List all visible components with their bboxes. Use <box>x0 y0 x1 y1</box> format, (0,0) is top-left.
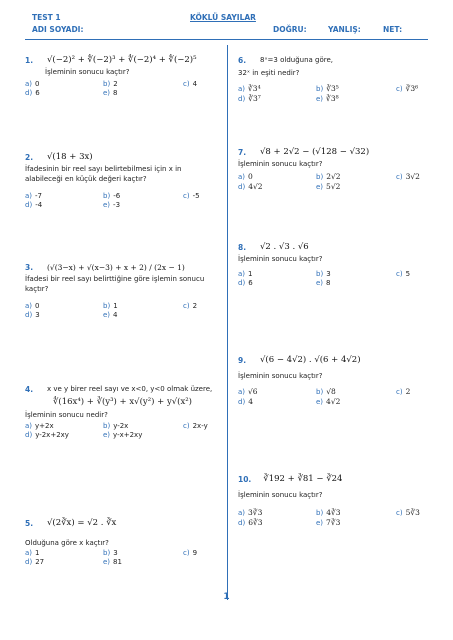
option-e[interactable]: e) y-x+2xy <box>103 431 143 439</box>
page-number: 1 <box>223 592 230 602</box>
option-a[interactable]: a) 0 <box>238 172 253 181</box>
question-expression: (√(3−x) + √(x−3) + x + 2) / (2x − 1) <box>47 263 185 272</box>
question-4 <box>25 384 220 439</box>
question-text: İşleminin sonucu kaçtır? <box>45 68 130 76</box>
question-text: Olduğuna göre x kaçtır? <box>25 539 109 547</box>
net-label: NET: <box>383 25 403 34</box>
option-b[interactable]: b) 1 <box>103 302 118 310</box>
question-number: 7. <box>238 147 247 157</box>
option-d[interactable]: d) 6 <box>25 89 40 97</box>
option-e[interactable]: e) 7∛3 <box>316 518 341 527</box>
question-number: 4. <box>25 384 34 394</box>
option-d[interactable]: d) 6 <box>238 279 253 287</box>
option-a[interactable]: a) 1 <box>25 549 40 557</box>
question-7 <box>238 147 433 191</box>
question-8 <box>238 242 433 287</box>
question-10 <box>238 474 433 527</box>
option-d[interactable]: d) 6∛3 <box>238 518 263 527</box>
question-number: 3. <box>25 263 34 272</box>
question-text: İşleminin sonucu nedir? <box>25 411 108 419</box>
option-a[interactable]: a) 0 <box>25 80 40 88</box>
options <box>25 80 220 97</box>
option-a[interactable]: a) -7 <box>25 192 43 200</box>
question-number: 6. <box>238 55 247 65</box>
option-c[interactable]: c) 9 <box>183 549 198 557</box>
question-expression: √(2∛x) = √2 . ∛x <box>47 518 117 528</box>
topic-title: KÖKLÜ SAYILAR <box>190 13 256 22</box>
question-number: 8. <box>238 242 247 252</box>
header-divider <box>25 39 428 40</box>
question-number: 2. <box>25 152 34 162</box>
option-d[interactable]: d) -4 <box>25 201 43 209</box>
question-text: 32ˣ in eşiti nedir? <box>238 69 300 77</box>
question-intro: x ve y birer reel sayı ve x<0, y<0 olmak üzere, <box>47 385 213 393</box>
options <box>238 270 433 287</box>
options <box>238 508 433 527</box>
option-e[interactable]: e) 81 <box>103 558 122 566</box>
name-label: ADI SOYADI: <box>32 25 84 34</box>
option-a[interactable]: a) 1 <box>238 270 253 278</box>
question-expression: √8 + 2√2 − (√128 − √32) <box>260 147 370 157</box>
option-b[interactable]: b) ∛3⁵ <box>316 84 339 93</box>
option-b[interactable]: b) 4∛3 <box>316 508 341 517</box>
option-a[interactable]: a) √6 <box>238 387 258 396</box>
option-d[interactable]: d) y-2x+2xy <box>25 431 69 439</box>
question-expression: √(−2)² + ∜(−2)³ + ∜(−2)⁴ + ∜(−2)⁵ <box>47 55 197 65</box>
question-number: 10. <box>238 474 252 484</box>
question-text: İşleminin sonucu kaçtır? <box>238 491 323 499</box>
question-3 <box>25 263 220 319</box>
option-c[interactable]: c) 5∛3 <box>396 508 420 517</box>
option-c[interactable]: c) 4 <box>183 80 198 88</box>
option-c[interactable]: c) 3√2 <box>396 172 420 181</box>
option-b[interactable]: b) 2√2 <box>316 172 341 181</box>
question-2 <box>25 152 220 209</box>
option-c[interactable]: c) -5 <box>183 192 200 200</box>
option-c[interactable]: c) 2 <box>183 302 198 310</box>
question-text: İfadesinin bir reel sayı belirtebilmesi için x in alabileceği en küçük değeri kaçtır? <box>25 165 182 183</box>
options <box>25 302 220 319</box>
option-a[interactable]: a) 0 <box>25 302 40 310</box>
options <box>238 387 433 406</box>
question-number: 5. <box>25 518 34 528</box>
column-divider <box>227 45 228 600</box>
option-e[interactable]: e) 4 <box>103 311 118 319</box>
question-expression: √(18 + 3x) <box>47 152 93 162</box>
options <box>238 172 433 191</box>
question-1 <box>25 55 220 97</box>
option-a[interactable]: a) y+2x <box>25 422 54 430</box>
options <box>238 84 433 103</box>
option-e[interactable]: e) ∛3⁸ <box>316 94 339 103</box>
option-a[interactable]: a) 3∛3 <box>238 508 263 517</box>
question-text: İşleminin sonucu kaçtır? <box>238 160 323 168</box>
question-formula: ∜(16x⁴) + ∛(y³) + x√(y²) + y√(x²) <box>52 397 192 407</box>
option-e[interactable]: e) -3 <box>103 201 121 209</box>
option-c[interactable]: c) 5 <box>396 270 411 278</box>
option-c[interactable]: c) 2 <box>396 387 411 396</box>
option-e[interactable]: e) 5√2 <box>316 182 341 191</box>
correct-label: DOĞRU: <box>273 25 307 34</box>
option-d[interactable]: d) 27 <box>25 558 45 566</box>
option-e[interactable]: e) 8 <box>316 279 331 287</box>
options <box>25 422 220 439</box>
test-label: TEST 1 <box>32 13 61 22</box>
question-number: 9. <box>238 355 247 365</box>
option-b[interactable]: b) y-2x <box>103 422 129 430</box>
option-c[interactable]: c) 2x-y <box>183 422 208 430</box>
option-b[interactable]: b) -6 <box>103 192 121 200</box>
option-e[interactable]: e) 8 <box>103 89 118 97</box>
question-expression: √(6 − 4√2) . √(6 + 4√2) <box>260 355 361 365</box>
options <box>25 192 220 209</box>
question-5 <box>25 518 220 566</box>
question-text: İfadesi bir reel sayı belirttiğine göre işlemin sonucu kaçtır? <box>25 275 205 293</box>
option-d[interactable]: d) 4 <box>238 397 253 406</box>
option-d[interactable]: d) 3 <box>25 311 40 319</box>
question-expression: 8ˣ=3 olduğuna göre, <box>260 56 334 64</box>
option-e[interactable]: e) 4√2 <box>316 397 341 406</box>
question-text: İşleminin sonucu kaçtır? <box>238 372 323 380</box>
question-9 <box>238 355 433 406</box>
option-b[interactable]: b) 2 <box>103 80 118 88</box>
option-b[interactable]: b) 3 <box>103 549 118 557</box>
question-number: 1. <box>25 55 34 65</box>
wrong-label: YANLIŞ: <box>328 25 361 34</box>
option-b[interactable]: b) 3 <box>316 270 331 278</box>
option-d[interactable]: d) 4√2 <box>238 182 263 191</box>
question-expression: √2 . √3 . √6 <box>260 242 309 252</box>
option-d[interactable]: d) ∛3⁷ <box>238 94 261 103</box>
options <box>25 549 220 566</box>
option-b[interactable]: b) √8 <box>316 387 336 396</box>
question-6 <box>238 55 433 103</box>
question-text: İşleminin sonucu kaçtır? <box>238 255 323 263</box>
option-a[interactable]: a) ∛3⁴ <box>238 84 261 93</box>
question-expression: ∛192 + ∛81 − ∛24 <box>263 474 343 484</box>
option-c[interactable]: c) ∛3⁶ <box>396 84 419 93</box>
